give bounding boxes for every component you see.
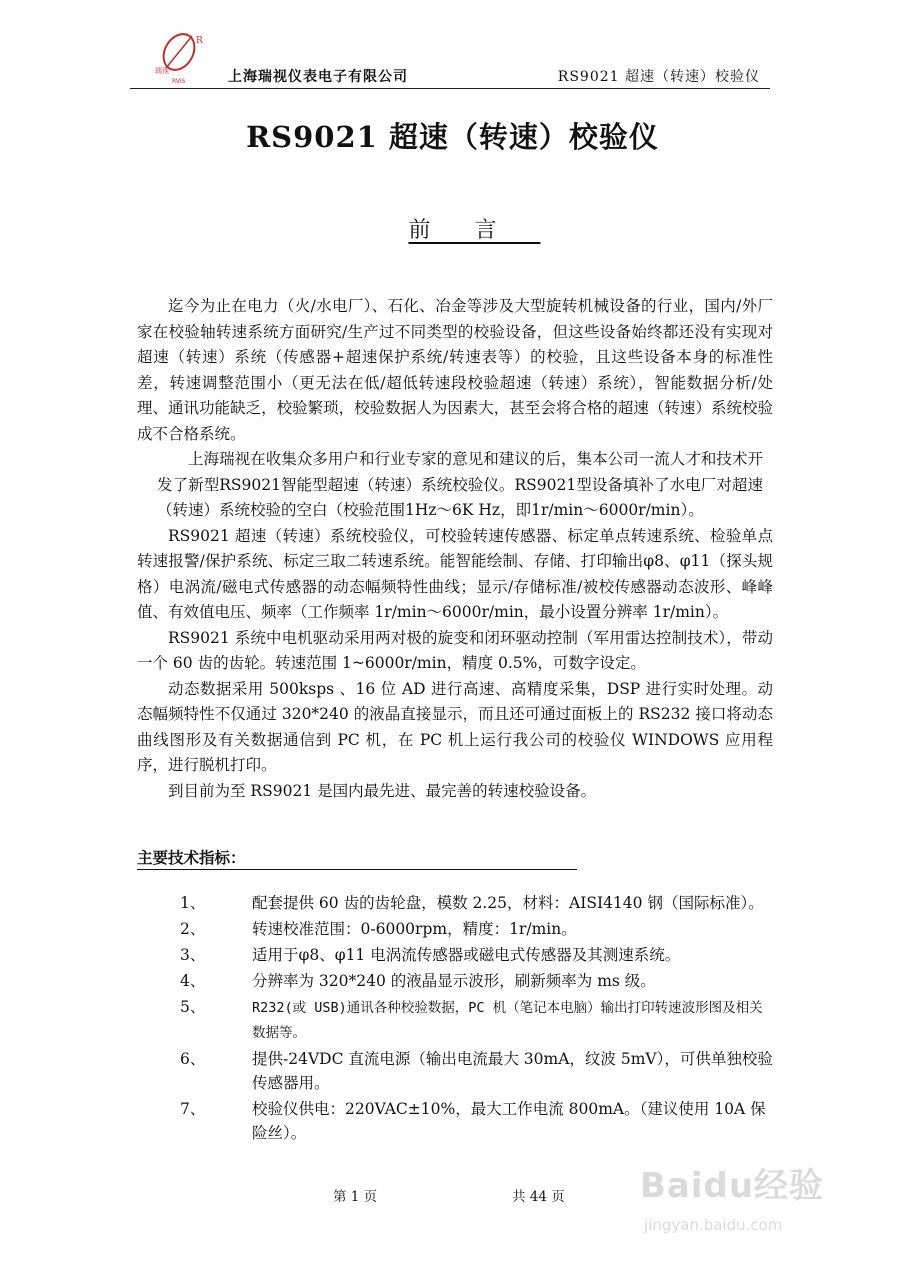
page-header bbox=[130, 30, 770, 90]
paragraph: 迄今为止在电力（火/水电厂）、石化、冶金等涉及大型旋转机械设备的行业，国内/外厂家在校验轴转速系统方面研究/生产过不同类型的校验设备，但这些设备始终都还没有实现对超速（转速）系统（传感器+超速保护系统/转速表等）的校验，且这些设备本身的标准性差，转速调整范围小（更无法在低/超低转速段校验超速（转速）系统），智能数据分析/处理、通讯功能缺乏，校验繁琐，校验数据人为因素大，甚至会将合格的超速（转速）系统校验成不合格系统。 bbox=[137, 297, 773, 443]
spec-number: 6、 bbox=[180, 1050, 206, 1068]
spec-item bbox=[180, 891, 775, 915]
header-company: 上海瑞视仪表电子有限公司 bbox=[228, 69, 408, 85]
logo-sub: RViS bbox=[172, 78, 186, 85]
section-heading bbox=[0, 213, 905, 244]
spec-item bbox=[180, 995, 775, 1045]
spec-text: 提供-24VDC 直流电源（输出电流最大 30mA，纹波 5mV），可供单独校验传感器用。 bbox=[252, 1050, 773, 1092]
page-total: 共 44 页 bbox=[512, 1189, 565, 1205]
spec-number: 1、 bbox=[180, 894, 206, 912]
spec-text: 适用于φ8、φ11 电涡流传感器或磁电式传感器及其测速系统。 bbox=[252, 946, 681, 964]
specs-heading: 主要技术指标： bbox=[137, 846, 577, 870]
spec-text: 校验仪供电：220VAC±10%，最大工作电流 800mA。（建议使用 10A 保险丝）。 bbox=[252, 1100, 766, 1142]
logo-text: 瑞视 bbox=[155, 67, 169, 75]
spec-number: 3、 bbox=[180, 946, 206, 964]
page-title: RS9021 超速（转速）校验仪 bbox=[246, 120, 659, 154]
watermark-brand: Baidu经验 bbox=[640, 1166, 825, 1206]
paragraph: RS9021 超速（转速）系统校验仪，可校验转速传感器、标定单点转速系统、检验单点转速报警/保护系统、标定三取二转速系统。能智能绘制、存储、打印输出φ8、φ11（探头规格）电涡流/磁电式传感器的动态幅频特性曲线；显示/存储标准/被校传感器动态波形、峰峰值、有效值电压、频率（工作频率 1r/min～6000r/min，最小设置分辨率 1r/min）。 bbox=[137, 526, 773, 621]
spec-number: 7、 bbox=[180, 1100, 206, 1118]
section-heading-text: 前言 bbox=[408, 218, 541, 243]
spec-item bbox=[180, 943, 775, 967]
paragraph: 动态数据采用 500ksps 、16 位 AD 进行高速、高精度采集，DSP 进行实时处理。动态幅频特性不仅通过 320*240 的液晶直接显示，而且还可通过面板上的 RS232 接口将动态曲线图形及有关数据通信到 PC 机，在 PC 机上运行我公司的校验仪 WINDOWS 应用程序，进行脱机打印。 bbox=[137, 679, 773, 774]
paragraph: 到目前为至 RS9021 是国内最先进、最完善的转速校验设备。 bbox=[168, 781, 597, 800]
baidu-watermark bbox=[640, 1152, 870, 1248]
watermark-url: jingyan.baidu.com bbox=[644, 1216, 783, 1234]
spec-item bbox=[180, 969, 775, 993]
specs-list bbox=[180, 891, 775, 1147]
paragraph: RS9021 系统中电机驱动采用两对极的旋变和闭环驱动控制（军用雷达控制技术），带动一个 60 齿的齿轮。转速范围 1~6000r/min，精度 0.5%，可数字设定。 bbox=[137, 628, 773, 672]
header-rule bbox=[130, 88, 770, 89]
header-product: RS9021 超速（转速）校验仪 bbox=[557, 69, 760, 85]
body-text bbox=[137, 294, 773, 804]
spec-text: 转速校准范围：0-6000rpm，精度：1r/min。 bbox=[252, 920, 577, 938]
spec-item bbox=[180, 917, 775, 941]
spec-text: 配套提供 60 齿的齿轮盘，模数 2.25，材料：AISI4140 钢（国际标准）。 bbox=[252, 894, 764, 912]
spec-text: 分辨率为 320*240 的液晶显示波形，刷新频率为 ms 级。 bbox=[252, 972, 656, 990]
spec-item bbox=[180, 1097, 775, 1145]
company-logo bbox=[152, 30, 212, 86]
spec-item bbox=[180, 1047, 775, 1095]
page-number: 第 1 页 bbox=[333, 1189, 378, 1205]
spec-number: 2、 bbox=[180, 920, 206, 938]
spec-number: 5、 bbox=[180, 998, 206, 1016]
spec-number: 4、 bbox=[180, 972, 206, 990]
logo-mark: R bbox=[196, 36, 203, 46]
spec-text: R232(或 USB)通讯各种校验数据，PC 机（笔记本电脑）输出打印转速波形图及相关数据等。 bbox=[252, 1000, 763, 1041]
paragraph: 上海瑞视在收集众多用户和行业专家的意见和建议的后，集本公司一流人才和技术开发了新型RS9021智能型超速（转速）系统校验仪。RS9021型设备填补了水电厂对超速（转速）系统校验的空白（校验范围1Hz～6K Hz，即1r/min～6000r/min）。 bbox=[157, 450, 763, 519]
